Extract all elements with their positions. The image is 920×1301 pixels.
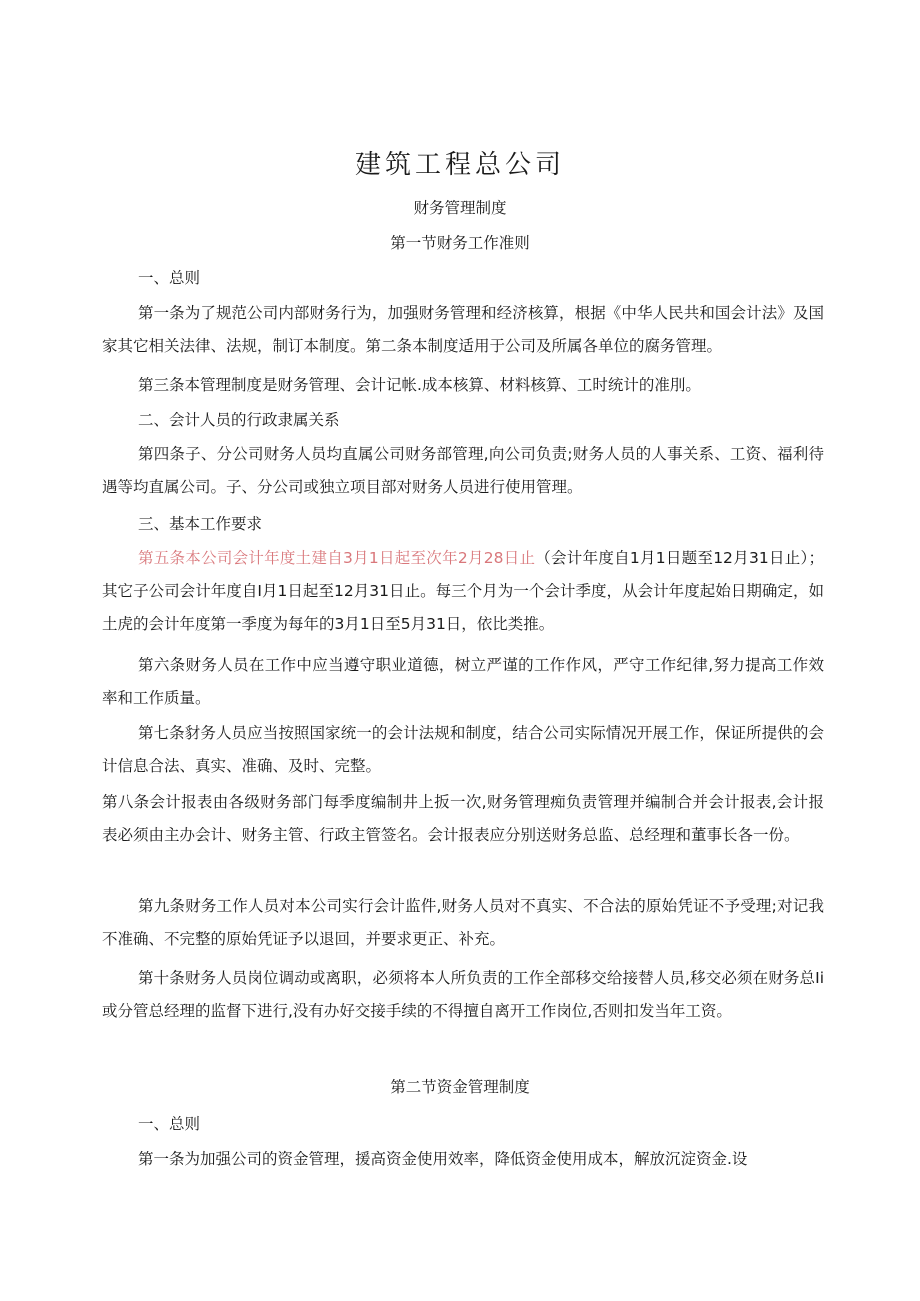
article-3-paragraph: 第三条本管理制度是财务管理、会计记帐.成本核算、材料核算、工时统计的准刖。 [138,376,701,394]
article-5-paragraph [102,542,824,641]
document-title: 建筑工程总公司 [354,150,565,180]
article-8-paragraph: 第八条会计报表由各级财务部门每季度编制井上扳一次,财务管理痴负责管理并编制合并会计报表,会计报表必须由主办会计、财务主管、行政主管签名。会计报表应分别送财务总监、总经理和董事长各一份。 [102,793,824,844]
article-7-paragraph: 第七条豺务人员应当按照国家统一的会计法规和制度，结合公司实际情况开展工作，保证所提供的会计信息合法、真实、准确、及时、完整。 [102,724,824,775]
article-9-paragraph: 第九条财务工作人员对本公司实行会计监件,财务人员对不真实、不合法的原始凭证不予受理;对记我不准确、不完整的原始凭证予以退回，并要求更正、补充。 [102,897,824,948]
article-6-paragraph: 第六条财务人员在工作中应当遵守职业道德，树立严谨的工作作风，严守工作纪律,努力提高工作效率和工作质量。 [102,656,824,707]
article-5-text: （会计年度自1月1日题至12月31日止）；其它子公司会计年度自I月1日起至12月31日止。每三个月为一个会计季度，从会计年度起始日期确定，如土虎的会计年度第一季度为每年的3月1日至5月31日，依比类推。 [102,549,824,633]
section-1-heading-general: 一、总则 [138,269,201,287]
article-5-highlighted-text: 第五条本公司会计年度土建自3月1日起至次年2月28日止 [138,549,536,567]
section-2-title: 第二节资金管理制度 [390,1078,530,1096]
section-1-heading-requirements: 三、基本工作要求 [138,515,263,533]
section-2-heading-general: 一、总则 [138,1115,201,1133]
section-1-heading-relations: 二、会计人员的行政隶属关系 [138,411,340,429]
section-1-title: 第一节财务工作准则 [390,234,530,252]
document-subtitle: 财务管理制度 [413,199,507,217]
article-4-paragraph: 第四条子、分公司财务人员均直属公司财务部管理,向公司负责;财务人员的人事关系、工资、福利待遇等均直属公司。子、分公司或独立项目部对财务人员进行使用管理。 [102,445,824,496]
section-2-article-1-paragraph: 第一条为加强公司的资金管理，援高资金使用效率，降低资金使用成本，解放沉淀资金.设 [138,1150,748,1168]
article-10-paragraph: 第十条财务人员岗位调动或离职，必须将本人所负责的工作全部移交给接替人员,移交必须在财务总Ii或分管总经理的监督下进行,没有办好交接手续的不得擅自离开工作岗位,否则扣发当年工资。 [102,969,824,1020]
article-1-2-paragraph: 第一条为了规范公司内部财务行为，加强财务管理和经济核算，根据《中华人民共和国会计法》及国家其它相关法律、法规，制订本制度。第二条本制度适用于公司及所属各单位的腐务管理。 [102,304,824,355]
